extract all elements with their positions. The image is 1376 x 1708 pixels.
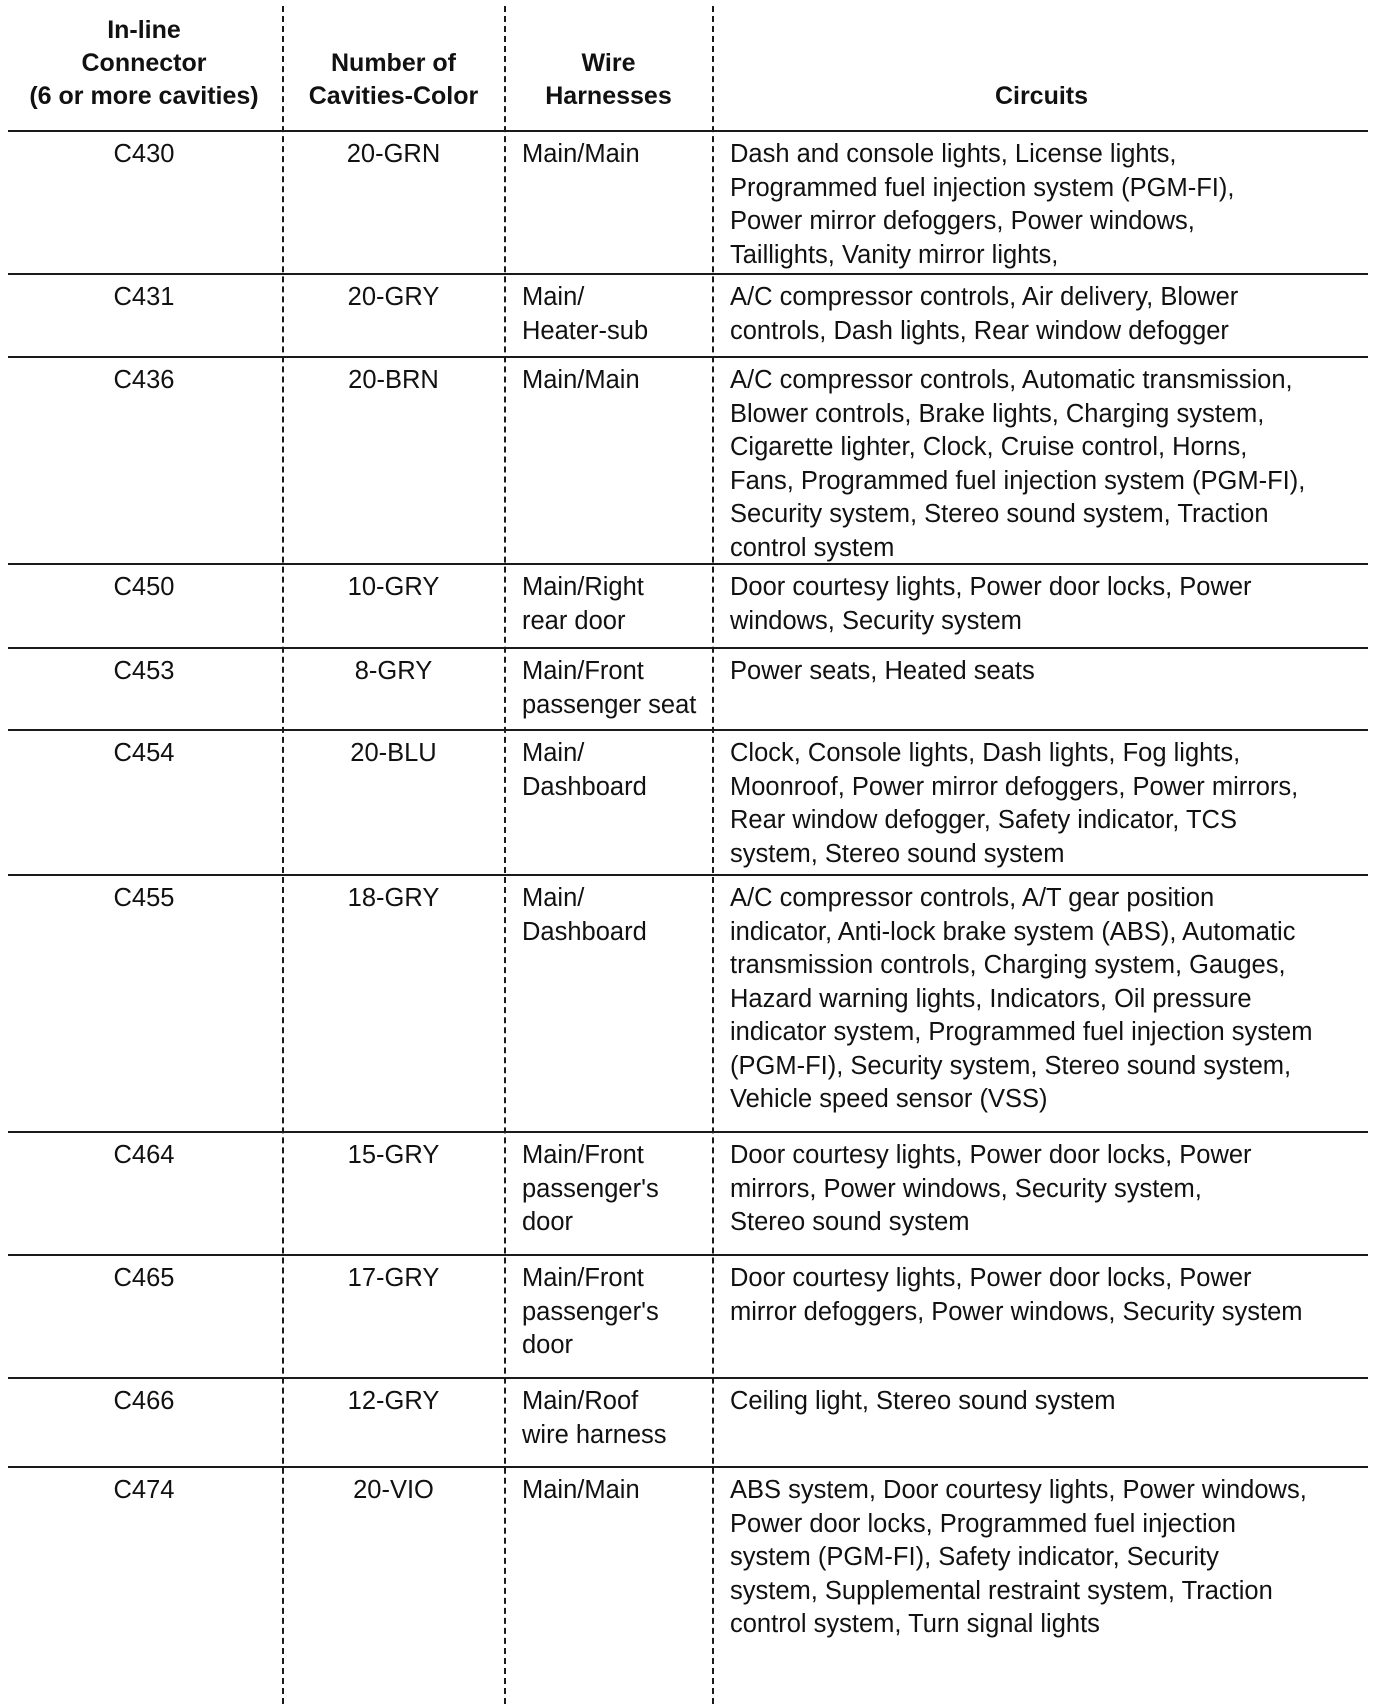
table-row [8, 876, 1368, 1133]
wire-harnesses: Main/Right rear door [522, 573, 644, 635]
header-connector: In-line Connector (6 or more cavities) [29, 16, 259, 110]
cavities-color: 18-GRY [347, 884, 440, 912]
wire-harnesses: Main/ Dashboard [522, 884, 647, 946]
circuits: A/C compressor controls, A/T gear position indicator, Anti-lock brake system (ABS), Automatic transmission controls, Charging system, Gauges, Hazard warning lights, Indicators, Oil pressure indicator system, Programmed fuel injection system (PGM-FI), Security system, Stereo sound system, Vehicle speed sensor (VSS) [730, 884, 1313, 1113]
circuits: A/C compressor controls, Automatic transmission, Blower controls, Brake lights, Charging system, Cigarette lighter, Clock, Cruise control, Horns, Fans, Programmed fuel injection system (PGM-FI), Security system, Stereo sound system, Traction control system [730, 366, 1306, 562]
circuits: Dash and console lights, License lights, Programmed fuel injection system (PGM-FI), Power mirror defoggers, Power windows, Taillights, Vanity mirror lights, [730, 140, 1235, 269]
circuits: Door courtesy lights, Power door locks, Power mirrors, Power windows, Security system, Stereo sound system [730, 1141, 1252, 1236]
cavities-color: 15-GRY [347, 1141, 440, 1169]
wire-harnesses: Main/ Dashboard [522, 739, 647, 801]
connector-id: C465 [113, 1264, 175, 1292]
table-row [8, 731, 1368, 876]
circuits: ABS system, Door courtesy lights, Power windows, Power door locks, Programmed fuel injection system (PGM-FI), Safety indicator, Security system, Supplemental restraint system, Traction control system, Turn signal lights [730, 1476, 1307, 1638]
connector-id: C436 [113, 366, 175, 394]
connector-id: C430 [113, 140, 175, 168]
column-divider [712, 6, 714, 1704]
wire-harnesses: Main/Main [522, 140, 640, 168]
wire-harnesses: Main/Main [522, 366, 640, 394]
wire-harnesses: Main/Front passenger seat [522, 657, 697, 719]
table-row [8, 1133, 1368, 1256]
table-row [8, 132, 1368, 275]
circuits: Ceiling light, Stereo sound system [730, 1387, 1116, 1415]
connector-id: C466 [113, 1387, 175, 1415]
wire-harnesses: Main/Front passenger's door [522, 1264, 659, 1359]
circuits: Door courtesy lights, Power door locks, Power windows, Security system [730, 573, 1252, 635]
cavities-color: 12-GRY [347, 1387, 440, 1415]
connector-id: C450 [113, 573, 175, 601]
circuits: Power seats, Heated seats [730, 657, 1035, 685]
column-divider [504, 6, 506, 1704]
cavities-color: 20-VIO [353, 1476, 434, 1504]
connector-id: C474 [113, 1476, 175, 1504]
table-row [8, 565, 1368, 649]
wire-harnesses: Main/Main [522, 1476, 640, 1504]
connector-id: C453 [113, 657, 175, 685]
header-wire-harnesses: Wire Harnesses [545, 49, 672, 110]
table-row [8, 1379, 1368, 1468]
circuits: Clock, Console lights, Dash lights, Fog lights, Moonroof, Power mirror defoggers, Power mirrors, Rear window defogger, Safety indicator, TCS system, Stereo sound system [730, 739, 1299, 868]
cavities-color: 20-BLU [350, 739, 437, 767]
table-row [8, 358, 1368, 565]
column-divider [282, 6, 284, 1704]
connector-id: C454 [113, 739, 175, 767]
circuits: A/C compressor controls, Air delivery, Blower controls, Dash lights, Rear window defogger [730, 283, 1239, 345]
circuits: Door courtesy lights, Power door locks, Power mirror defoggers, Power windows, Security system [730, 1264, 1303, 1326]
cavities-color: 8-GRY [354, 657, 433, 685]
wire-harnesses: Main/Roof wire harness [522, 1387, 667, 1449]
wire-harnesses: Main/ Heater-sub [522, 283, 649, 345]
connector-id: C464 [113, 1141, 175, 1169]
wire-harnesses: Main/Front passenger's door [522, 1141, 659, 1236]
header-circuits: Circuits [994, 82, 1089, 110]
cavities-color: 10-GRY [347, 573, 440, 601]
cavities-color: 20-GRN [346, 140, 441, 168]
connector-id: C431 [113, 283, 175, 311]
table-header [8, 0, 1368, 132]
connector-id: C455 [113, 884, 175, 912]
connector-table [8, 0, 1368, 1708]
table-row [8, 1256, 1368, 1379]
table-row [8, 1468, 1368, 1648]
table-row [8, 649, 1368, 731]
header-cavities-color: Number of Cavities-Color [308, 49, 479, 110]
table-body [8, 132, 1368, 1648]
cavities-color: 17-GRY [347, 1264, 440, 1292]
cavities-color: 20-GRY [347, 283, 440, 311]
cavities-color: 20-BRN [348, 366, 439, 394]
table-row [8, 275, 1368, 358]
